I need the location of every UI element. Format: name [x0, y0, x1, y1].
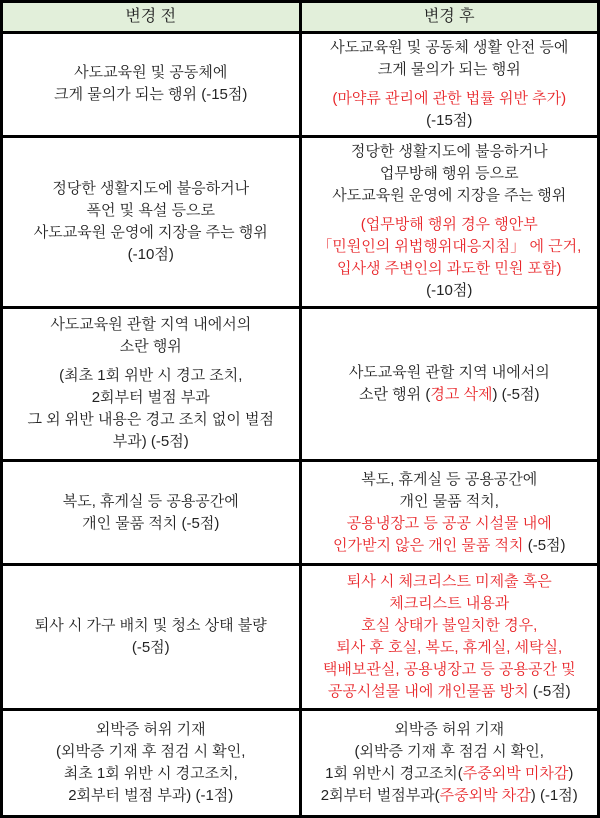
table-row — [2, 460, 599, 565]
cell-after — [300, 33, 599, 137]
text-segment: 사도교육원 운영에 지장을 주는 행위 — [33, 223, 268, 241]
text-line — [306, 615, 594, 637]
text-line — [7, 615, 295, 637]
changed-text: 경고 삭제 — [430, 385, 493, 403]
changed-text: 호실 상태가 불일치한 경우, — [361, 617, 538, 635]
text-line — [306, 362, 594, 384]
table-row — [2, 33, 599, 137]
text-line — [306, 141, 594, 163]
text-line — [306, 258, 594, 280]
text-line — [306, 185, 594, 207]
text-line — [306, 763, 594, 785]
cell-before — [2, 565, 301, 710]
text-line — [7, 387, 295, 409]
text-line — [7, 719, 295, 741]
text-line — [7, 513, 295, 535]
text-segment: ) (-5점) — [492, 385, 540, 403]
text-segment: 사도교육원 및 공동체 생활 안전 등에 — [330, 38, 569, 56]
text-segment: 복도, 휴게실 등 공용공간에 — [62, 492, 239, 510]
changed-text: 퇴사 후 호실, 복도, 휴게실, 세탁실, — [336, 639, 563, 657]
text-line — [306, 659, 594, 681]
text-line — [7, 491, 295, 513]
text-segment: 외박증 허위 기재 — [394, 721, 505, 739]
changed-text: 택배보관실, 공용냉장고 등 공용공간 및 — [322, 661, 576, 679]
text-segment: 사도교육원 및 공동체에 — [74, 64, 228, 82]
text-line — [7, 637, 295, 659]
cell-after — [300, 565, 599, 710]
text-line — [7, 84, 295, 106]
text-line — [306, 384, 594, 406]
text-segment: (외박증 기재 후 점검 시 확인, — [354, 743, 544, 761]
text-segment: (-10점) — [426, 282, 473, 300]
text-segment: (외박증 기재 후 점검 시 확인, — [56, 743, 246, 761]
text-segment: 그 외 위반 내용은 경고 조치 없이 벌점 — [27, 411, 275, 429]
text-segment: (-5점) — [131, 639, 170, 657]
text-segment: 외박증 허위 기재 — [95, 721, 206, 739]
text-segment: 개인 물품 적치, — [399, 492, 499, 510]
text-line — [306, 37, 594, 59]
text-segment: ) (-1점) — [530, 787, 578, 805]
text-line — [7, 741, 295, 763]
text-line — [7, 763, 295, 785]
text-line — [306, 280, 594, 302]
text-segment: 부과) (-5점) — [112, 433, 189, 451]
text-segment: 업무방해 행위 등으로 — [379, 165, 519, 183]
text-segment: 크게 물의가 되는 행위 — [377, 60, 521, 78]
changed-text: 공용냉장고 등 공공 시설물 내에 — [346, 514, 552, 532]
text-segment: 정당한 생활지도에 불응하거나 — [52, 179, 250, 197]
changed-text: (업무방해 행위 경우 행안부 — [360, 216, 538, 234]
text-line — [7, 222, 295, 244]
text-line — [306, 681, 594, 703]
text-line — [306, 214, 594, 236]
text-segment: 복도, 휴게실 등 공용공간에 — [361, 470, 538, 488]
text-line — [306, 785, 594, 807]
changed-text: 「민원인의 위법행위대응지침」 에 근거, — [317, 238, 582, 256]
changed-text: 주중외박 미차감 — [462, 765, 569, 783]
text-segment: 2회부터 벌점부과( — [320, 787, 440, 805]
cell-before — [2, 307, 301, 460]
text-segment: 개인 물품 적치 (-5점) — [82, 514, 220, 532]
text-segment: 1회 위반시 경고조치( — [325, 765, 463, 783]
text-line — [7, 244, 295, 266]
text-segment: 크게 물의가 되는 행위 (-15점) — [54, 86, 248, 104]
text-line — [7, 62, 295, 84]
changed-text: 인가받지 않은 개인 물품 적치 — [332, 536, 524, 554]
cell-before — [2, 710, 301, 817]
cell-before — [2, 460, 301, 565]
text-line — [7, 431, 295, 453]
text-line — [306, 59, 594, 81]
text-segment: 사도교육원 운영에 지장을 주는 행위 — [332, 187, 567, 205]
text-segment: 정당한 생활지도에 불응하거나 — [350, 143, 548, 161]
text-segment: 사도교육원 관할 지역 내에서의 — [348, 363, 550, 381]
cell-after — [300, 307, 599, 460]
table-row — [2, 565, 599, 710]
text-line — [7, 409, 295, 431]
text-segment: 최초 1회 위반 시 경고조치, — [63, 765, 238, 783]
changed-text: 공공시설물 내에 개인물품 방치 — [327, 683, 529, 701]
text-segment: 소란 행위 ( — [359, 385, 431, 403]
text-line — [306, 535, 594, 557]
text-segment: (-5점) — [528, 683, 571, 701]
text-line — [306, 637, 594, 659]
text-line — [306, 110, 594, 132]
text-segment: 2회부터 벌점 부과 — [91, 389, 210, 407]
table-row — [2, 307, 599, 460]
text-line — [7, 365, 295, 387]
text-line — [7, 200, 295, 222]
cell-after — [300, 710, 599, 817]
table-row — [2, 710, 599, 817]
text-segment: 퇴사 시 가구 배치 및 청소 상태 불량 — [34, 617, 267, 635]
text-line — [7, 785, 295, 807]
column-header-before: 변경 전 — [2, 2, 301, 33]
text-line — [306, 741, 594, 763]
text-line — [306, 571, 594, 593]
changed-text: 체크리스트 내용과 — [389, 595, 510, 613]
text-line — [306, 469, 594, 491]
text-segment: 폭언 및 욕설 등으로 — [86, 201, 215, 219]
text-segment: (-10점) — [127, 245, 174, 263]
text-line — [306, 163, 594, 185]
text-line — [7, 314, 295, 336]
header-row — [2, 2, 599, 33]
cell-before — [2, 136, 301, 307]
text-line — [306, 513, 594, 535]
text-line — [306, 593, 594, 615]
text-line — [7, 336, 295, 358]
text-segment: 2회부터 벌점 부과) (-1점) — [68, 787, 234, 805]
text-line — [306, 236, 594, 258]
text-line — [306, 719, 594, 741]
text-segment: ) — [568, 765, 574, 783]
changed-text: (마약류 관리에 관한 법률 위반 추가) — [332, 89, 567, 107]
cell-after — [300, 136, 599, 307]
text-segment: (최초 1회 위반 시 경고 조치, — [59, 367, 243, 385]
text-segment: (-15점) — [426, 111, 473, 129]
table-body — [2, 33, 599, 817]
changed-text: 입사생 주변인의 과도한 민원 포함) — [336, 260, 562, 278]
text-segment: (-5점) — [523, 536, 566, 554]
text-segment: 사도교육원 관할 지역 내에서의 — [50, 316, 252, 334]
cell-before — [2, 33, 301, 137]
column-header-after: 변경 후 — [300, 2, 599, 33]
text-segment: 소란 행위 — [119, 338, 182, 356]
changed-text: 주중외박 차감 — [439, 787, 531, 805]
cell-after — [300, 460, 599, 565]
text-line — [7, 178, 295, 200]
table-row — [2, 136, 599, 307]
changed-text: 퇴사 시 체크리스트 미제출 혹은 — [346, 573, 552, 591]
text-line — [306, 491, 594, 513]
text-line — [306, 88, 594, 110]
